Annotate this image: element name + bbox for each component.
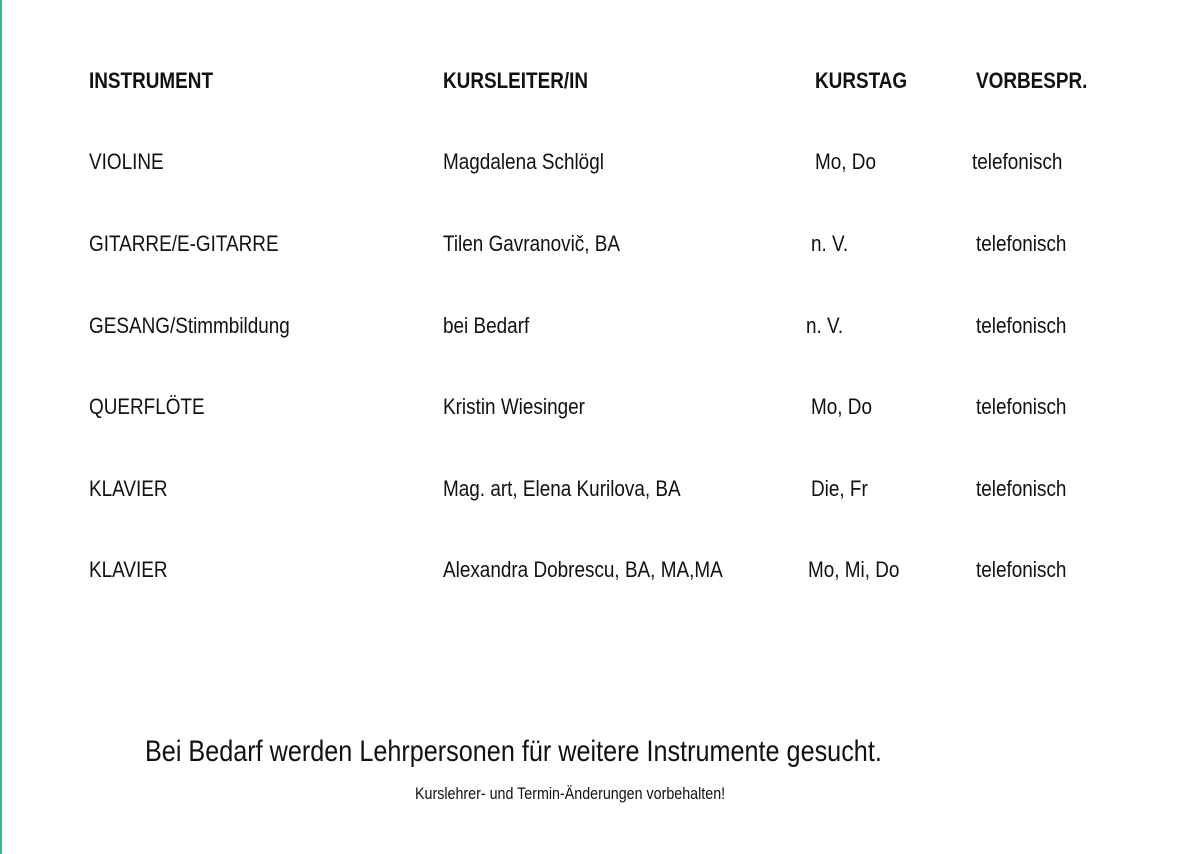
row-4-day: Mo, Do (811, 394, 872, 419)
row-1-day: Mo, Do (815, 149, 876, 174)
changes-reserved-note: Kurslehrer- und Termin-Änderungen vorbehalten! (415, 784, 726, 803)
row-5-teacher: Mag. art, Elena Kurilova, BA (443, 476, 681, 501)
row-3-prebrief: telefonisch (976, 313, 1067, 338)
header-prebrief: VORBESPR. (976, 68, 1088, 93)
row-2-teacher: Tilen Gavranovič, BA (443, 231, 621, 256)
row-1-prebrief: telefonisch (972, 149, 1063, 174)
row-5-day: Die, Fr (811, 476, 868, 501)
row-3-instrument: GESANG/Stimmbildung (89, 313, 290, 338)
row-6-instrument: KLAVIER (89, 557, 168, 582)
row-1-instrument: VIOLINE (89, 149, 164, 174)
row-6-day: Mo, Mi, Do (808, 557, 900, 582)
header-instrument: INSTRUMENT (89, 68, 214, 93)
row-4-instrument: QUERFLÖTE (89, 394, 205, 419)
teacher-wanted-note: Bei Bedarf werden Lehrpersonen für weitere Instrumente gesucht. (145, 735, 882, 768)
row-6-teacher: Alexandra Dobrescu, BA, MA,MA (443, 557, 723, 582)
row-2-instrument: GITARRE/E-GITARRE (89, 231, 279, 256)
row-2-day: n. V. (811, 231, 849, 256)
row-5-prebrief: telefonisch (976, 476, 1067, 501)
row-1-teacher: Magdalena Schlögl (443, 149, 604, 174)
row-3-teacher: bei Bedarf (443, 313, 530, 338)
row-5-instrument: KLAVIER (89, 476, 168, 501)
row-4-prebrief: telefonisch (976, 394, 1067, 419)
header-day: KURSTAG (815, 68, 908, 93)
row-3-day: n. V. (806, 313, 844, 338)
row-4-teacher: Kristin Wiesinger (443, 394, 585, 419)
left-border-line (0, 0, 2, 854)
row-6-prebrief: telefonisch (976, 557, 1067, 582)
row-2-prebrief: telefonisch (976, 231, 1067, 256)
header-teacher: KURSLEITER/IN (443, 68, 589, 93)
